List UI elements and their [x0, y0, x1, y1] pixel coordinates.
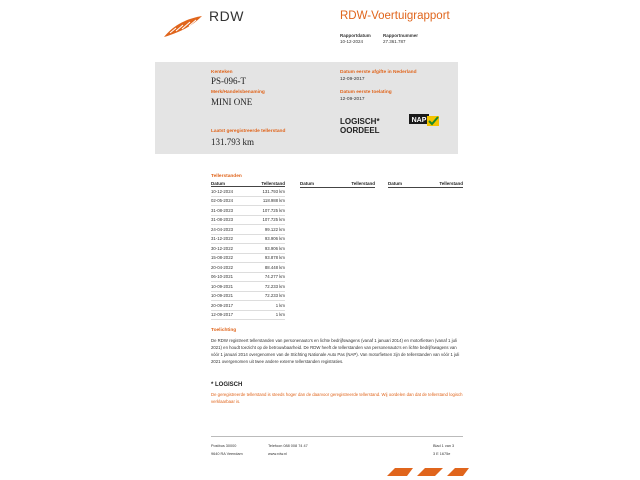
reading-date: 10-09-2021	[211, 282, 255, 292]
reading-value: 99.122 km	[255, 225, 285, 235]
explanation-body: De RDW registreert tellerstanden van personenauto's en lichte bedrijfswagens (vanaf 1 januari 2014) en motorfietsen (vanaf 1 juli 2021) en houdt toezicht op de betrouwbaarheid. De RDW heeft de tellerstanden van personenauto's en lichte bedrijfswagens van vóór 1 januari 2014 overgenomen van de Stichting Nationale Auto Pas (NAP). Van motorfietsen zijn de tellerstanden van vóór 1 juli 2021 overgenomen uit twee andere externe tellerstanden registraties.	[211, 338, 460, 364]
reading-value: 1 km	[255, 301, 285, 311]
last-odometer-value: 131.793 km	[211, 137, 255, 147]
reading-row	[211, 291, 285, 301]
reading-value: 131.793 km	[255, 187, 285, 197]
reading-row	[211, 244, 285, 254]
first-nl-label: Datum eerste afgifte in Nederland	[340, 70, 417, 75]
reading-row	[211, 282, 285, 292]
decorative-stripes-icon	[385, 466, 471, 478]
report-number-value: 27.361.787	[383, 39, 406, 44]
reading-value: 72.233 km	[255, 291, 285, 301]
reading-row	[211, 234, 285, 244]
explanation-title: Toelichting	[211, 328, 237, 333]
readings-table	[211, 181, 285, 320]
brand-name: RDW	[209, 8, 244, 24]
last-odometer-label: Laatst geregistreerde tellerstand	[211, 129, 286, 134]
reading-date: 31-12-2022	[211, 234, 255, 244]
reading-date: 10-09-2021	[211, 291, 255, 301]
reading-value: 74.277 km	[255, 272, 285, 282]
nap-check-icon	[409, 113, 439, 127]
report-date-label: Rapportdatum	[340, 33, 371, 38]
footer-page-number: Blad 1 van 3	[433, 444, 455, 448]
reading-value: 93.878 km	[255, 253, 285, 263]
reading-date: 15-08-2022	[211, 253, 255, 263]
footer-website[interactable]: www.rdw.nl	[268, 452, 287, 456]
first-admission-label: Datum eerste toelating	[340, 90, 392, 95]
logisch-marker: * LOGISCH	[211, 382, 243, 388]
footer-divider	[211, 436, 463, 437]
reading-row	[211, 225, 285, 235]
reading-row	[211, 253, 285, 263]
reading-date: 20-04-2022	[211, 263, 255, 273]
first-nl-value: 12-09-2017	[340, 77, 365, 82]
col-value-header: Tellerstand	[255, 181, 285, 187]
footer-form-code: 3 E 1675e	[433, 452, 451, 456]
reading-value: 118.988 km	[255, 196, 285, 206]
vehicle-summary-panel	[155, 62, 458, 154]
reading-value: 107.725 km	[255, 215, 285, 225]
reading-value: 72.233 km	[255, 282, 285, 292]
reading-value: 88.448 km	[255, 263, 285, 273]
logisch-explanation: De geregistreerde tellerstand is steeds hoger dan de daarvoor geregistreerde tellerstand. Wij oordelen dan dat de tellerstand logisch verklaarbaar is.	[211, 392, 463, 404]
col-date-header: Datum	[211, 181, 255, 187]
verdict-text: LOGISCH* OORDEEL	[340, 117, 380, 135]
reading-date: 31-08-2023	[211, 215, 255, 225]
document-title: RDW-Voertuigrapport	[340, 10, 450, 22]
readings-title: Tellerstanden	[211, 174, 242, 179]
make-label: Merk/Handelsbenaming	[211, 90, 265, 95]
reading-date: 20-09-2017	[211, 301, 255, 311]
readings-column-2-header: Datum Tellerstand	[300, 181, 375, 186]
report-date-value: 10-12-2024	[340, 39, 364, 44]
svg-text:NAP: NAP	[411, 117, 427, 124]
plate-label: Kenteken	[211, 70, 233, 75]
reading-row	[211, 196, 285, 206]
reading-row	[211, 215, 285, 225]
footer-postbus: Postbus 30000	[211, 444, 237, 448]
reading-date: 10-12-2024	[211, 187, 255, 197]
reading-value: 93.906 km	[255, 244, 285, 254]
readings-column-3-header: Datum Tellerstand	[388, 181, 463, 186]
first-admission-value: 12-09-2017	[340, 97, 365, 102]
reading-row	[211, 301, 285, 311]
reading-row	[211, 206, 285, 216]
reading-row	[211, 310, 285, 320]
reading-date: 30-12-2022	[211, 244, 255, 254]
footer-phone: Telefoon 088 008 74 47	[268, 444, 308, 448]
reading-row	[211, 272, 285, 282]
reading-date: 24-04-2023	[211, 225, 255, 235]
reading-date: 12-09-2017	[211, 310, 255, 320]
reading-value: 107.725 km	[255, 206, 285, 216]
reading-date: 31-08-2023	[211, 206, 255, 216]
reading-row	[211, 263, 285, 273]
make-value: MINI ONE	[211, 97, 253, 107]
reading-row	[211, 187, 285, 197]
reading-value: 93.906 km	[255, 234, 285, 244]
reading-value: 1 km	[255, 310, 285, 320]
footer-city: 9640 RA Veendam	[211, 452, 243, 456]
reading-date: 02-05-2024	[211, 196, 255, 206]
plate-value: PS-096-T	[211, 76, 247, 86]
rdw-feather-logo-icon	[162, 13, 204, 39]
report-number-label: Rapportnummer	[383, 33, 419, 38]
reading-date: 06-10-2021	[211, 272, 255, 282]
